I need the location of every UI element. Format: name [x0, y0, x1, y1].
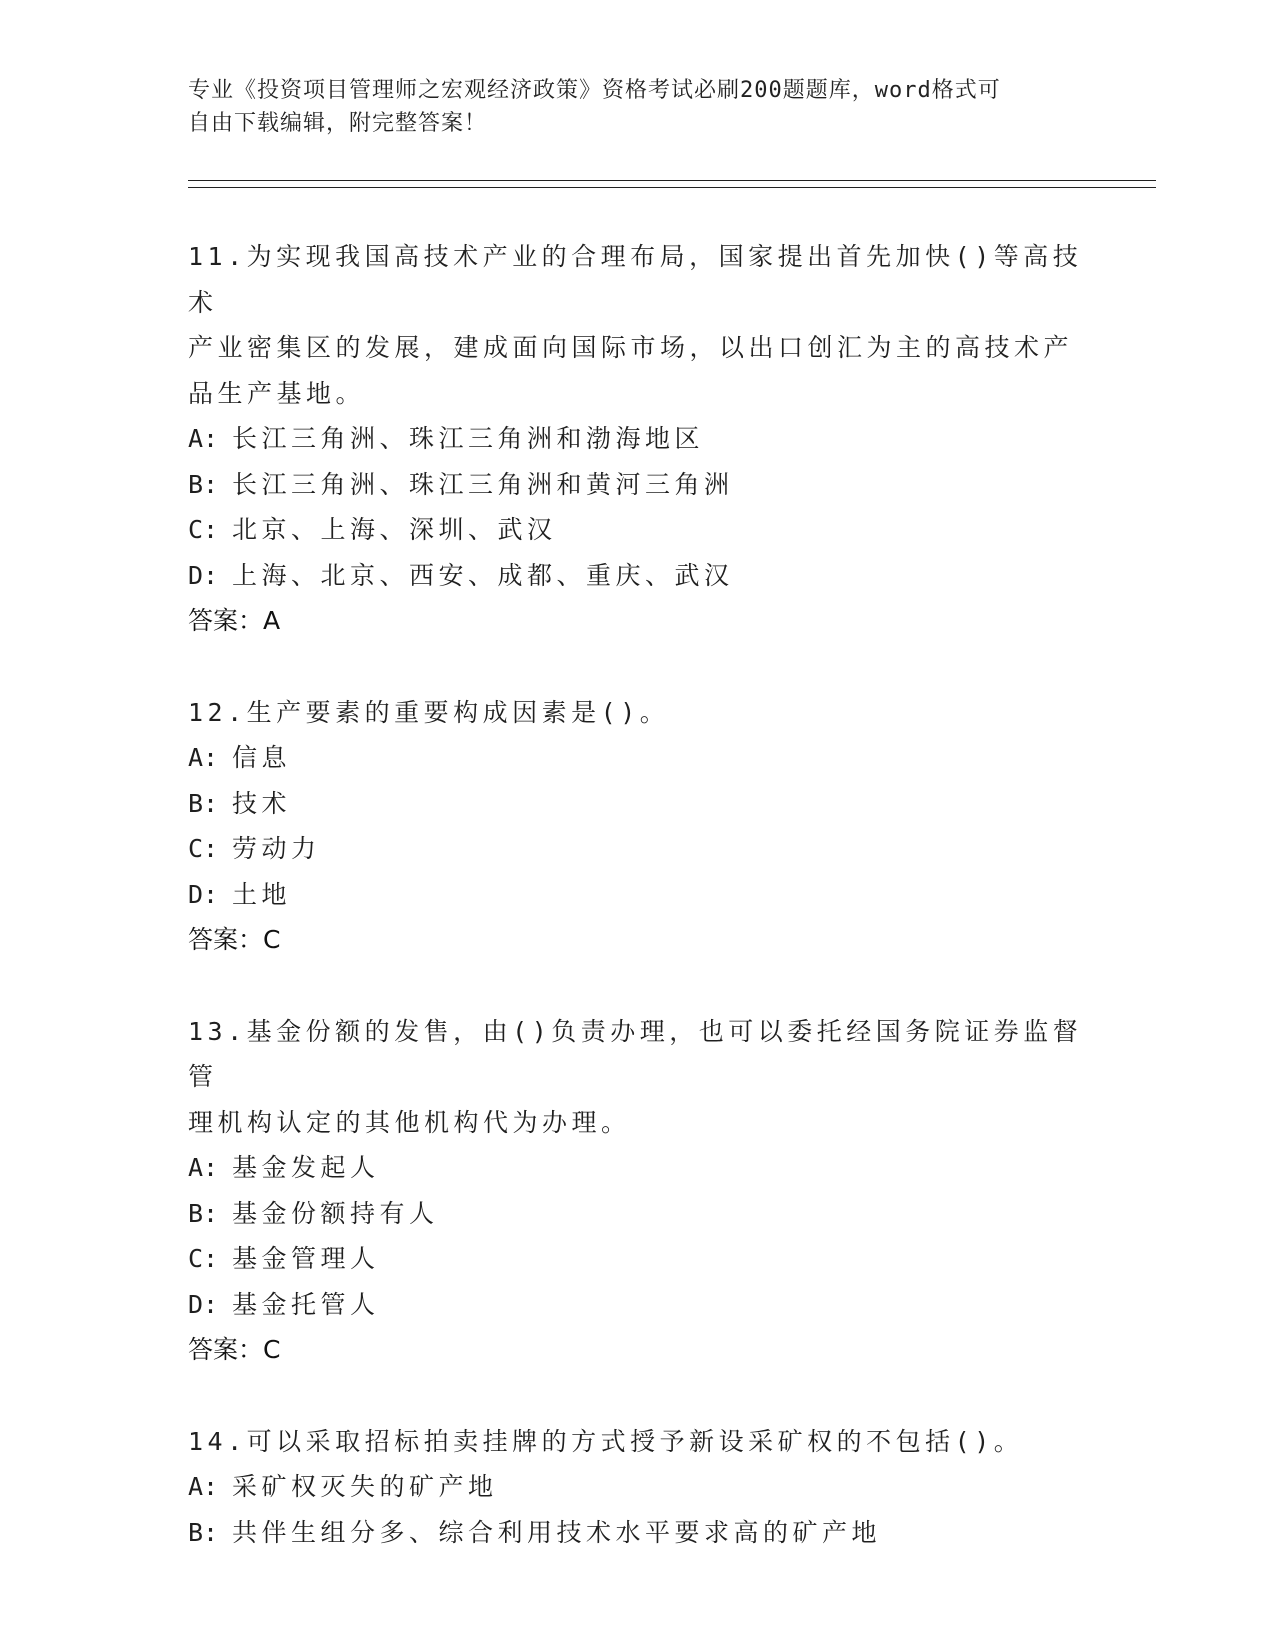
option-text: 北京、上海、深圳、武汉: [232, 515, 557, 544]
question-14-option-b: [188, 1510, 1088, 1556]
option-text: 基金份额持有人: [232, 1198, 439, 1228]
option-letter: C:: [188, 1244, 219, 1273]
option-text: 信息: [232, 743, 292, 772]
option-text: 长江三角洲、珠江三角洲和渤海地区: [232, 424, 705, 453]
option-letter: D:: [188, 560, 219, 590]
question-13-option-b: [188, 1191, 1088, 1237]
question-12: [188, 690, 1088, 963]
question-13-line-2: 理机构认定的其他机构代为办理。: [188, 1107, 631, 1137]
question-list: [188, 234, 1088, 1601]
question-11-option-b: [188, 462, 1088, 508]
question-13-option-a: [188, 1145, 1088, 1191]
option-text: 长江三角洲、珠江三角洲和黄河三角洲: [232, 469, 734, 499]
question-12-answer: 答案：C: [188, 925, 281, 954]
question-11: [188, 234, 1088, 644]
option-text: 基金托管人: [232, 1289, 380, 1319]
option-text: 土地: [232, 879, 292, 909]
question-13-option-c: [188, 1236, 1088, 1282]
question-14: [188, 1419, 1088, 1556]
option-text: 基金管理人: [232, 1244, 380, 1273]
option-letter: A:: [188, 1153, 219, 1182]
question-12-option-d: [188, 872, 1088, 918]
question-12-option-b: [188, 781, 1088, 827]
question-13-option-d: [188, 1282, 1088, 1328]
header-line-2: 自由下载编辑，附完整答案！: [188, 111, 488, 136]
option-letter: B:: [188, 1198, 219, 1228]
option-letter: D:: [188, 1289, 219, 1319]
option-letter: A:: [188, 1472, 219, 1501]
option-text: 采矿权灭失的矿产地: [232, 1472, 498, 1501]
question-13: [188, 1009, 1088, 1373]
option-letter: D:: [188, 879, 219, 909]
option-letter: B:: [188, 469, 219, 499]
option-text: 基金发起人: [232, 1153, 380, 1182]
option-letter: B:: [188, 788, 219, 818]
option-letter: A:: [188, 424, 219, 453]
question-14-line-1: 14.可以采取招标拍卖挂牌的方式授予新设采矿权的不包括()。: [188, 1426, 1024, 1456]
question-12-line-1: 12.生产要素的重要构成因素是()。: [188, 697, 670, 727]
question-11-option-a: [188, 416, 1088, 462]
option-text: 共伴生组分多、综合利用技术水平要求高的矿产地: [232, 1517, 882, 1547]
option-letter: A:: [188, 743, 219, 772]
option-letter: C:: [188, 834, 219, 863]
question-11-line-2: 产业密集区的发展，建成面向国际市场，以出口创汇为主的高技术产: [188, 333, 1074, 362]
option-letter: C:: [188, 515, 219, 544]
question-14-option-a: [188, 1464, 1088, 1510]
question-12-option-a: [188, 735, 1088, 781]
question-11-line-3: 品生产基地。: [188, 378, 366, 408]
question-12-option-c: [188, 826, 1088, 872]
question-11-answer: 答案：A: [188, 606, 281, 635]
document-page: [188, 0, 1158, 1650]
question-13-answer: 答案：C: [188, 1335, 281, 1364]
question-11-option-c: [188, 507, 1088, 553]
question-11-line-1: 11.为实现我国高技术产业的合理布局，国家提出首先加快()等高技术: [188, 242, 1083, 317]
document-header: [188, 74, 1088, 140]
header-line-1: 专业《投资项目管理师之宏观经济政策》资格考试必刷200题题库，word格式可: [188, 78, 1001, 103]
option-text: 技术: [232, 788, 292, 818]
question-11-option-d: [188, 553, 1088, 599]
option-text: 上海、北京、西安、成都、重庆、武汉: [232, 560, 734, 590]
question-13-line-1: 13.基金份额的发售，由()负责办理，也可以委托经国务院证券监督管: [188, 1016, 1083, 1091]
option-letter: B:: [188, 1517, 219, 1547]
header-double-rule: [188, 180, 1156, 188]
option-text: 劳动力: [232, 834, 321, 863]
